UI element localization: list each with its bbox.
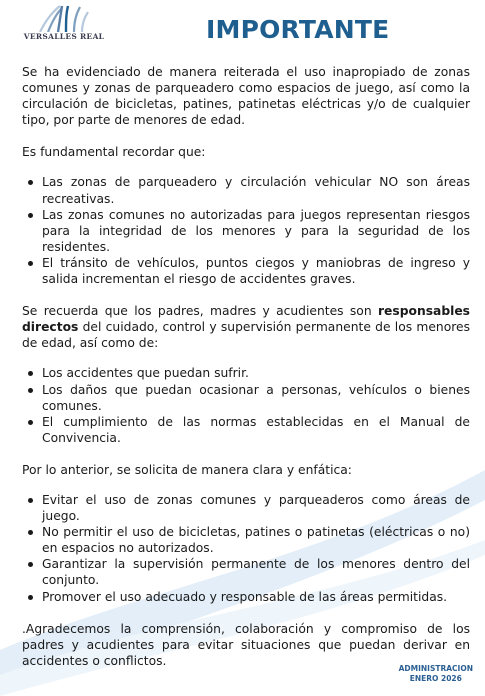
footer-line-1: ADMINISTRACION <box>398 664 473 673</box>
list-item: Los daños que puedan ocasionar a personas, vehículos o bienes comunes. <box>42 382 470 413</box>
list-item: Garantizar la supervisión permanente de los menores dentro del conjunto. <box>42 557 470 588</box>
reminder-list <box>22 174 470 287</box>
reminder-label: Es fundamental recordar que: <box>22 145 206 160</box>
footer-signature <box>399 664 473 684</box>
logo-text: VERSALLES REAL <box>23 32 105 41</box>
list-item: El cumplimiento de las normas establecidas en el Manual de Convivencia. <box>42 414 470 445</box>
request-label: Por lo anterior, se solicita de manera clara y enfática: <box>22 462 352 477</box>
logo <box>14 4 114 46</box>
list-item: Promover el uso adecuado y responsable de las áreas permitidas. <box>42 589 470 605</box>
list-item: No permitir el uso de bicicletas, patines o patinetas (eléctricas o no) en espacios no autorizados. <box>42 525 470 556</box>
list-item: El tránsito de vehículos, puntos ciegos y maniobras de ingreso y salida incrementan el riesgo de accidentes graves. <box>42 255 470 287</box>
list-item: Evitar el uso de zonas comunes y parqueaderos como áreas de juego. <box>42 492 470 524</box>
responsibility-emphasis: responsables directos <box>22 304 470 335</box>
notice-body <box>22 64 470 669</box>
request-list <box>22 492 470 605</box>
closing-paragraph: .Agradecemos la comprensión, colaboración y compromiso de los padres y acudientes para evitar situaciones que puedan derivar en accidentes o conflictos. <box>22 621 470 668</box>
list-item: Los accidentes que puedan sufrir. <box>42 365 470 381</box>
intro-paragraph: Se ha evidenciado de manera reiterada el uso inapropiado de zonas comunes y zonas de parqueadero como espacios de juego, así como la circulación de bicicletas, patines, patinetas eléctricas y/o de cualquier tipo, por parte de menores de edad. <box>22 65 470 128</box>
footer-line-2: ENERO 2026 <box>409 674 462 683</box>
page-title: IMPORTANTE <box>206 15 390 44</box>
list-item: Las zonas comunes no autorizadas para juegos representan riesgos para la integridad de los menores y para la seguridad de los residentes. <box>42 207 470 254</box>
list-item: Las zonas de parqueadero y circulación vehicular NO son áreas recreativas. <box>42 175 470 206</box>
logo-fountain-icon <box>36 4 90 32</box>
responsibility-paragraph: Se recuerda que los padres, madres y acudientes son responsables directos del cuidado, control y supervisión permanente de los menores de edad, así como de: <box>22 304 470 351</box>
responsibility-list <box>22 365 470 445</box>
